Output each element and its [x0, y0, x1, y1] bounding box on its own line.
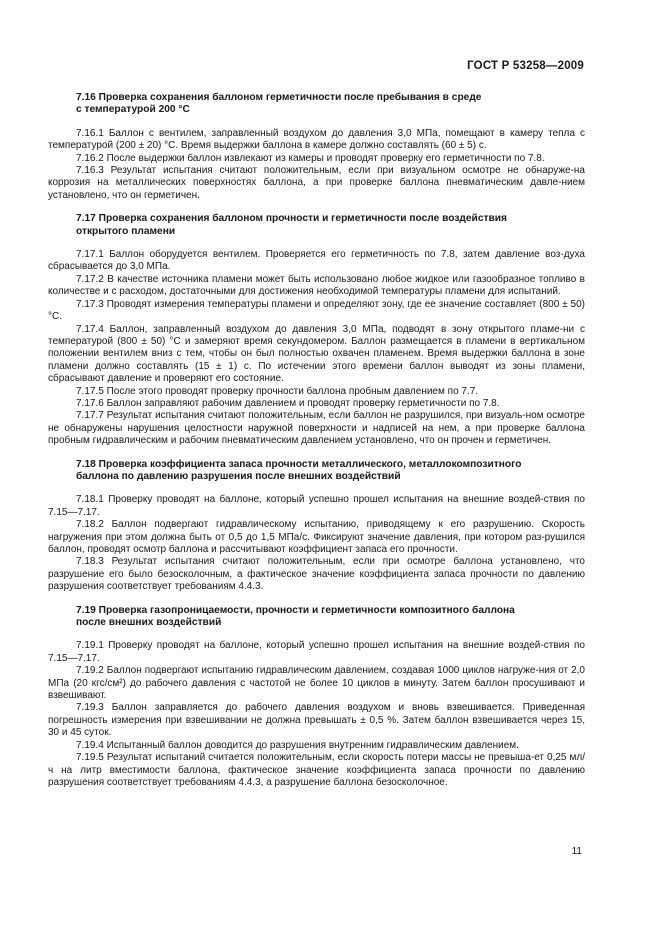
paragraph: 7.16.2 После выдержки баллон извлекают из камеры и проводят проверку его герметичности по 7.8. [76, 152, 545, 164]
section-7-18 [48, 459, 585, 594]
paragraph: 7.19.2 Баллон подвергают испытанию гидравлическим давлением, создавая 1000 циклов нагруже-ния от 2,0 МПа (20 кгс/см²) до рабочего давления с частотой не более 10 циклов в минуту. Затем баллон просушивают и взвешивают. [48, 665, 585, 702]
paragraph: 7.18.1 Проверку проводят на баллоне, который успешно прошел испытания на внешние воздей-ствия по 7.15—7.17. [48, 494, 585, 518]
paragraph: 7.17.6 Баллон заправляют рабочим давлением и проводят проверку герметичности по 7.8. [76, 397, 500, 409]
paragraph: 7.17.7 Результат испытания считают положительным, если баллон не разрушился, при визуаль-ном осмотре не обнаружены нарушения целостности наружной поверхности и надписей на нем, а при проверке баллона пробным гидравлическим и рабочим пневматическим давлением установлено, что он прочен и герметичен. [48, 410, 585, 447]
paragraph: 7.17.4 Баллон, заправленный воздухом до давления 3,0 МПа, подводят в зону открытого пламе-ни с температурой (800 ± 50) °С и замеряют время секундомером. Баллон размещается в пламени в вертикальном положении вентилем вниз с тем, чтобы он был полностью охвачен пламенем. Время выдержки баллона в зоне пламени должно составлять (15 ± 1) с. По истечении этого времени баллон выводят из зоны пламени, сбрасывают давление и проверяют его состояние. [48, 323, 585, 385]
paragraph: 7.19.3 Баллон заправляется до рабочего давления воздухом и вновь взвешивается. Приведенная погрешность измерения при взвешивании не должна превышать ± 0,5 %. Затем баллон взвешивается через 15, 30 и 45 суток. [48, 702, 585, 739]
document-body [48, 92, 585, 789]
paragraph: 7.19.4 Испытанный баллон доводится до разрушения внутренним гидравлическим давлением. [76, 739, 519, 751]
section-title-line: 7.16 Проверка сохранения баллоном герметичности после пребывания в среде [76, 92, 482, 103]
paragraph: 7.18.2 Баллон подвергают гидравлическому испытанию, приводящему к его разрушению. Скорость нагружения при этом должна быть от 0,5 до 1,5 МПа/с. Фиксируют значение давления, при котором раз-рушился баллон, проводят осмотр баллона и рассчитывают коэффициент запаса его прочности. [48, 519, 585, 555]
paragraph: 7.16.1 Баллон с вентилем, заправленный воздухом до давления 3,0 МПа, помещают в камеру тепла с температурой (200 ± 20) °С. Время выдержки баллона в камере должно составлять (60 ± 5) с. [48, 127, 585, 152]
section-title [48, 92, 585, 117]
section-title [48, 459, 585, 484]
section-7-16 [48, 92, 585, 202]
section-7-17 [48, 213, 585, 447]
section-title-line: 7.18 Проверка коэффициента запаса прочности металлического, металлокомпозитного [76, 458, 522, 470]
paragraph: 7.19.1 Проверку проводят на баллоне, который успешно прошел испытания на внешние воздей-ствия по 7.15—7.17. [48, 640, 585, 664]
paragraph: 7.17.1 Баллон оборудуется вентилем. Проверяется его герметичность по 7.8, затем давление воз-духа сбрасывается до 3,0 МПа. [48, 249, 585, 273]
section-title-line: 7.17 Проверка сохранения баллоном прочности и герметичности после воздействия [76, 213, 507, 225]
paragraph: 7.17.2 В качестве источника пламени может быть использовано любое жидкое или газообразное топливо в количестве и с расходом, достаточными для достижения необходимой температуры пламени для испытаний. [48, 273, 585, 298]
section-title-line: открытого пламени [76, 225, 176, 237]
section-title-line: баллона по давлению разрушения после внешних воздействий [76, 470, 401, 482]
paragraph: 7.16.3 Результат испытания считают положительным, если при визуальном осмотре не обнаруже-на коррозия на металлических поверхностях баллона, а при проверке баллона пневматическим давле-нием установлено, что он герметичен. [48, 165, 585, 201]
section-7-19 [48, 605, 585, 790]
paragraph: 7.19.5 Результат испытаний считается положительным, если скорость потери массы не превыша-ет 0,25 мл/ч на литр вместимости баллона, фактическое значение коэффициента запаса прочности по давлению разрушения соответствует требованиям 4.4.3, а разрушение баллона безосколочное. [48, 752, 585, 788]
section-title [48, 605, 585, 630]
page-number: 11 [571, 846, 582, 857]
section-title-line: после внешних воздействий [76, 617, 222, 629]
paragraph: 7.17.3 Проводят измерения температуры пламени и определяют зону, где ее значение составляет (800 ± 50) °С. [48, 298, 585, 323]
section-title-line: 7.19 Проверка газопроницаемости, прочности и герметичности композитного баллона [76, 604, 515, 616]
standard-number: ГОСТ Р 53258—2009 [467, 60, 584, 72]
paragraph: 7.17.5 После этого проводят проверку прочности баллона пробным давлением по 7.7. [76, 385, 479, 397]
section-title [48, 213, 585, 238]
paragraph: 7.18.3 Результат испытания считают положительным, если при осмотре баллона установлено, что разрушение его было безосколочным, а фактическое значение коэффициента запаса прочности по давлению разрушения соответствует требованиям 4.4.3. [48, 556, 585, 593]
section-title-line: с температурой 200 °С [76, 104, 190, 116]
